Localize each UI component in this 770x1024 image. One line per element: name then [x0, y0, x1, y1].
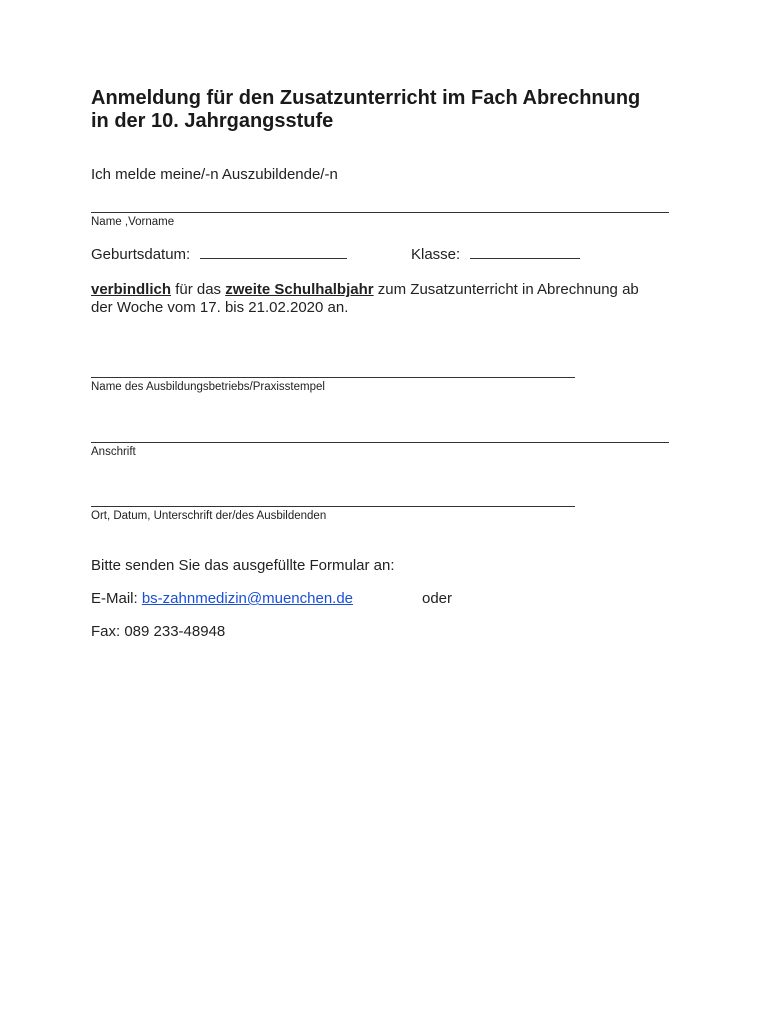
statement-bold-binding: verbindlich — [91, 281, 172, 298]
or-text: oder — [422, 590, 453, 607]
class-label: Klasse: — [411, 246, 461, 263]
statement-text-1: für das — [171, 281, 226, 298]
signature-field-label: Ort, Datum, Unterschrift der/des Ausbildenden — [91, 510, 327, 522]
statement-bold-semester: zweite Schulhalbjahr — [225, 281, 374, 298]
send-instruction: Bitte senden Sie das ausgefüllte Formular an: — [91, 557, 395, 574]
statement-paragraph — [91, 281, 681, 317]
class-row — [411, 245, 580, 264]
email-link[interactable]: bs-zahnmedizin@muenchen.de — [141, 590, 354, 607]
statement-line-2: der Woche vom 17. bis 21.02.2020 an. — [91, 299, 349, 316]
name-field-label: Name ,Vorname — [91, 216, 175, 228]
company-field-line[interactable] — [91, 377, 575, 378]
form-title — [91, 87, 691, 133]
email-label: E-Mail: — [91, 590, 142, 607]
statement-text-2: zum Zusatzunterricht in Abrechnung ab — [373, 281, 639, 298]
address-field-label: Anschrift — [91, 446, 136, 458]
title-line-1: Anmeldung für den Zusatzunterricht im Fach Abrechnung — [91, 87, 641, 109]
intro-text: Ich melde meine/-n Auszubildende/-n — [91, 166, 338, 183]
fax-text: Fax: 089 233-48948 — [91, 623, 226, 640]
company-field-label: Name des Ausbildungsbetriebs/Praxisstempel — [91, 381, 325, 393]
address-field-line[interactable] — [91, 442, 669, 443]
birthdate-label: Geburtsdatum: — [91, 246, 191, 263]
title-line-2: in der 10. Jahrgangsstufe — [91, 110, 334, 132]
class-field[interactable] — [470, 245, 580, 259]
birthdate-field[interactable] — [200, 245, 347, 259]
name-field-line[interactable] — [91, 212, 669, 213]
email-row — [91, 590, 353, 608]
signature-field-line[interactable] — [91, 506, 575, 507]
birthdate-row — [91, 245, 347, 264]
